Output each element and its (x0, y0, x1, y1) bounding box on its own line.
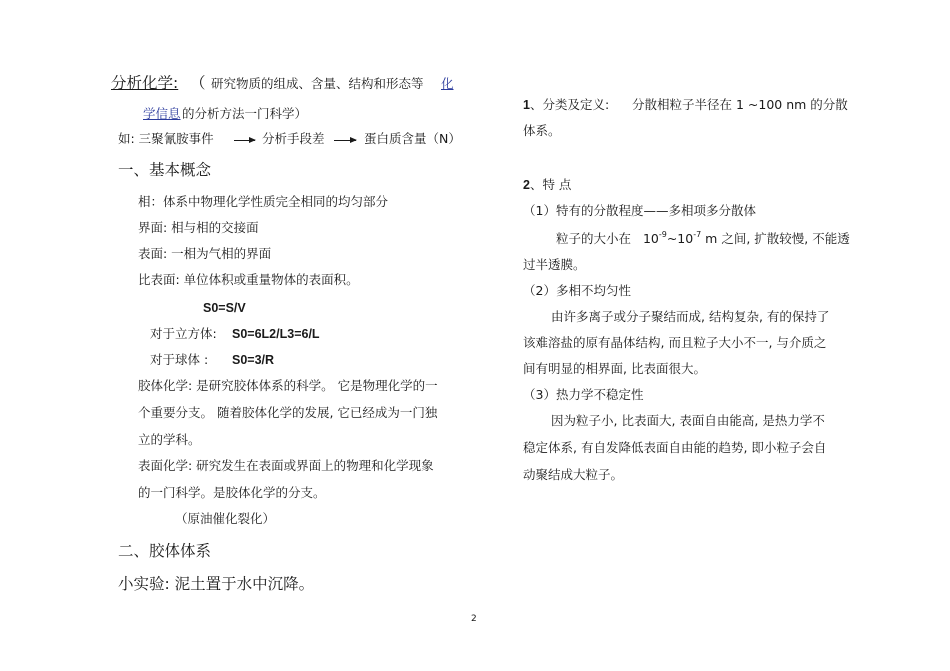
feature-3-title: （3）热力学不稳定性 (523, 387, 644, 402)
feature-2-title: （2）多相不均匀性 (523, 283, 631, 298)
colloid-line-3: 立的学科。 (138, 432, 201, 447)
features-heading (523, 177, 571, 193)
title-definition-2: 的分析方法一门科学） (182, 106, 308, 121)
title-paren: （ (190, 74, 206, 92)
feature-3-text-3: 动聚结成大粒子。 (523, 467, 624, 482)
sphere-formula: S0=3/R (232, 353, 275, 367)
classify-number: 1 (523, 98, 530, 112)
colloid-line-2: 个重要分支。 随着胶体化学的发展, 它已经成为一门独 (138, 405, 438, 420)
surface-chem-line-3: （原油催化裂化） (175, 511, 276, 526)
cube-formula: S0=6L2/L3=6/L (232, 327, 320, 341)
colloid-line-1: 胶体化学: 是研究胶体体系的科学。 它是物理化学的一 (138, 378, 438, 393)
definition-interface: 界面: 相与相的交接面 (138, 220, 259, 235)
cube-label: 对于立方体: (150, 326, 217, 341)
definition-surface: 表面: 一相为气相的界面 (138, 246, 272, 261)
title-link-1[interactable]: 化 (441, 76, 454, 91)
feature-1-base-1: 10 (642, 231, 659, 246)
feature-3-text-1: 因为粒子小, 比表面大, 表面自由能高, 是热力学不 (551, 413, 825, 428)
feature-2-text-2: 该难溶盐的原有晶体结构, 而且粒子大小不一, 与介质之 (523, 335, 827, 350)
feature-1-exponent-2: -7 (693, 229, 702, 239)
title-link-2[interactable]: 学信息 (143, 106, 181, 121)
formula-s0: S0=S/V (203, 301, 246, 315)
experiment-line: 小实验: 泥土置于水中沉降。 (118, 575, 315, 593)
classify-definition-2: 体系。 (523, 123, 561, 138)
classify-label: 、分类及定义: (529, 97, 610, 112)
feature-2-text-3: 间有明显的相界面, 比表面很大。 (523, 361, 706, 376)
feature-1-separator: ~10 (666, 231, 694, 246)
surface-chem-line-2: 的一门科学。是胶体化学的分支。 (138, 485, 326, 500)
sphere-label: 对于球体 : (150, 352, 209, 367)
feature-1-title: （1）特有的分散程度——多相项多分散体 (523, 203, 756, 218)
classify-definition: 分散相粒子半径在 1 ~100 nm 的分散 (632, 97, 848, 112)
right-arrow-icon (234, 140, 255, 141)
surface-chem-line-1: 表面化学: 研究发生在表面或界面上的物理和化学现象 (138, 458, 434, 473)
features-label: 、特 点 (529, 177, 572, 192)
feature-1-exponent-1: -9 (658, 229, 667, 239)
feature-3-text-2: 稳定体系, 有自发降低表面自由能的趋势, 即小粒子会自 (523, 440, 827, 455)
feature-1-text-a: 粒子的大小在 (556, 231, 632, 246)
example-end: 蛋白质含量（N） (364, 131, 461, 146)
section-heading-2: 二、胶体体系 (118, 542, 212, 560)
example-middle: 分析手段差 (262, 131, 325, 146)
features-number: 2 (523, 178, 530, 192)
right-arrow-icon (334, 140, 356, 141)
doc-title-term: 分析化学: (111, 74, 179, 92)
feature-1-text-b: m 之间, 扩散较慢, 不能透 (701, 231, 850, 246)
example-prefix: 如: 三聚氰胺事件 (118, 131, 214, 146)
definition-phase: 相：体系中物理化学性质完全相同的均匀部分 (138, 194, 389, 209)
definition-specific-surface: 比表面: 单位体积或重量物体的表面积。 (138, 272, 359, 287)
title-definition-1: 研究物质的组成、含量、结构和形态等 (211, 76, 424, 91)
page-number: 2 (471, 614, 477, 624)
classify-heading (523, 97, 609, 113)
feature-2-text-1: 由许多离子或分子聚结而成, 结构复杂, 有的保持了 (551, 309, 830, 324)
section-heading-1: 一、基本概念 (118, 161, 212, 179)
feature-1-text-2: 过半透膜。 (523, 257, 586, 272)
feature-1-text-1 (556, 231, 850, 247)
